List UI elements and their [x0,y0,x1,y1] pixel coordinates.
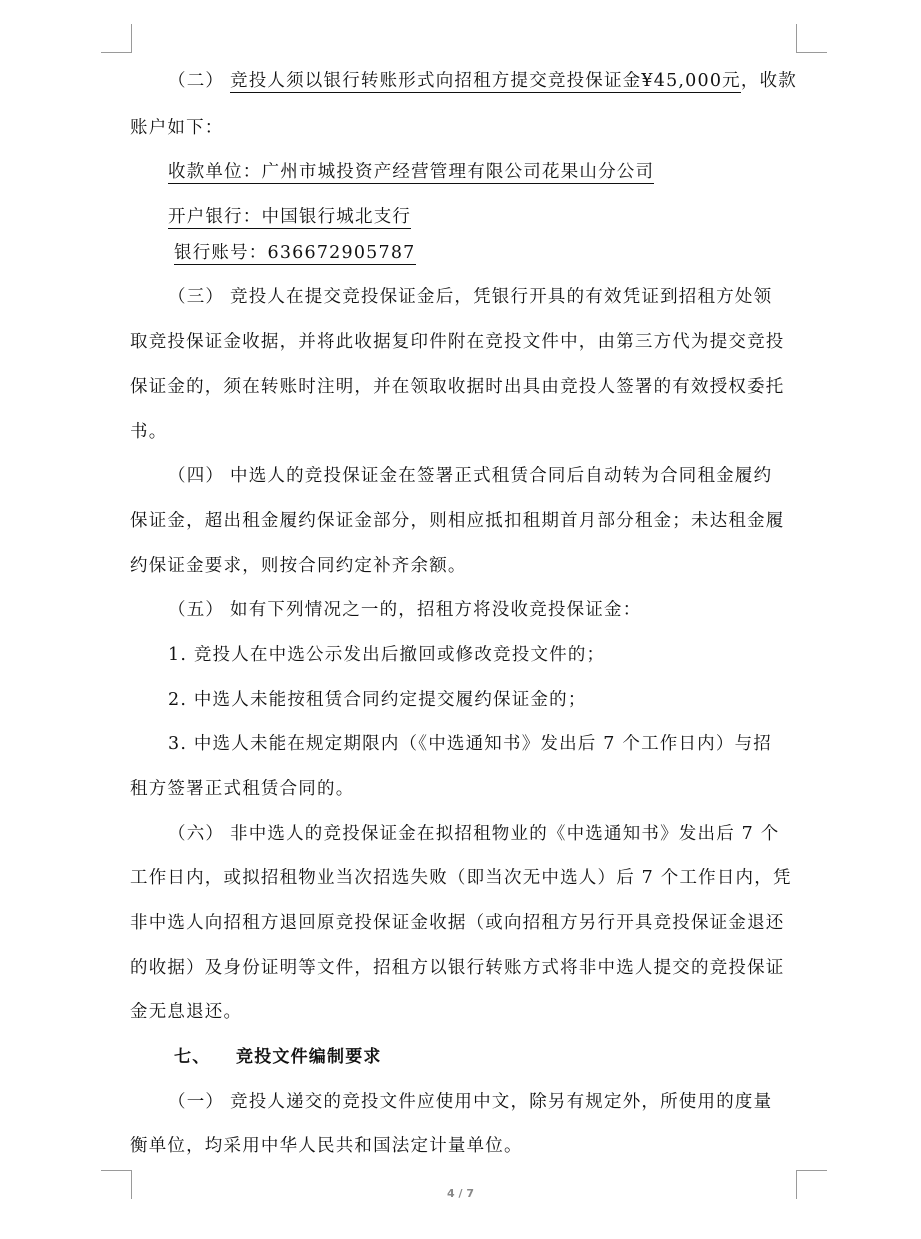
para-5-item-1: 1. 竞投人在中选公示发出后撤回或修改竞投文件的； [168,645,606,665]
section-7-number: 七、 [174,1047,211,1067]
para-5-item-3: 3. 中选人未能在规定期限内（《中选通知书》发出后 7 个工作日内）与招 [168,734,772,754]
crop-mark-top-right [796,24,827,53]
account-bank-text: 开户银行：中国银行城北支行 [168,207,412,227]
para-6-line-4: 的收据）及身份证明等文件，招租方以银行转账方式将非中选人提交的竞投保证 [130,958,785,978]
para-5-line-1 [168,598,641,622]
para-4-label: （四） [168,466,225,486]
para-3-label: （三） [168,287,225,307]
para-4-line-2: 保证金，超出租金履约保证金部分，则相应抵扣租期首月部分租金；未达租金履 [130,511,785,531]
para-2-line-2: 账户如下： [130,118,224,138]
para-4-text-1: 中选人的竞投保证金在签署正式租赁合同后自动转为合同租金履约 [230,466,773,486]
para-5-text: 如有下列情况之一的，招租方将没收竞投保证金： [230,600,642,620]
para-5-item-3-cont: 租方签署正式租赁合同的。 [130,779,355,799]
section-7-title: 竞投文件编制要求 [236,1047,382,1067]
account-number [174,241,416,265]
account-bank [168,205,411,229]
account-payee [168,160,654,184]
page-number: 4 / 7 [447,1187,474,1200]
para-4-line-3: 约保证金要求，则按合同约定补齐余额。 [130,556,467,576]
account-number-text: 银行账号：636672905787 [174,243,416,263]
para-6-line-5: 金无息退还。 [130,1002,243,1022]
para-3-text-1: 竞投人在提交竞投保证金后，凭银行开具的有效凭证到招租方处领 [230,287,773,307]
para-7-1-line-1 [168,1090,772,1114]
section-7-heading [174,1045,382,1069]
para-2-text-rest: ，收款 [740,71,797,91]
para-2-line-1 [168,69,797,93]
para-6-line-1 [168,822,779,846]
para-6-line-2: 工作日内，或拟招租物业当次招选失败（即当次无中选人）后 7 个工作日内，凭 [130,868,792,888]
para-3-line-3: 保证金的，须在转账时注明，并在领取收据时出具由竞投人签署的有效授权委托 [130,377,785,397]
deposit-amount-text: 竞投人须以银行转账形式向招租方提交竞投保证金¥45,000元 [230,71,741,91]
para-4-line-1 [168,464,772,488]
para-5-label: （五） [168,600,225,620]
para-7-1-line-2: 衡单位，均采用中华人民共和国法定计量单位。 [130,1136,523,1156]
para-6-line-3: 非中选人向招租方退回原竞投保证金收据（或向招租方另行开具竞投保证金退还 [130,913,785,933]
para-7-1-label: （一） [168,1092,225,1112]
para-6-label: （六） [168,824,225,844]
para-3-line-4: 书。 [130,422,168,442]
para-2-label: （二） [168,71,225,91]
para-5-item-2: 2. 中选人未能按租赁合同约定提交履约保证金的； [168,690,587,710]
para-3-line-2: 取竞投保证金收据，并将此收据复印件附在竞投文件中，由第三方代为提交竞投 [130,332,785,352]
para-6-text-1: 非中选人的竞投保证金在拟招租物业的《中选通知书》发出后 7 个 [230,824,780,844]
crop-mark-top-left [101,24,132,53]
para-3-line-1 [168,285,772,309]
para-7-1-text-1: 竞投人递交的竞投文件应使用中文，除另有规定外，所使用的度量 [230,1092,773,1112]
account-payee-text: 收款单位：广州市城投资产经营管理有限公司花果山分公司 [168,162,655,182]
